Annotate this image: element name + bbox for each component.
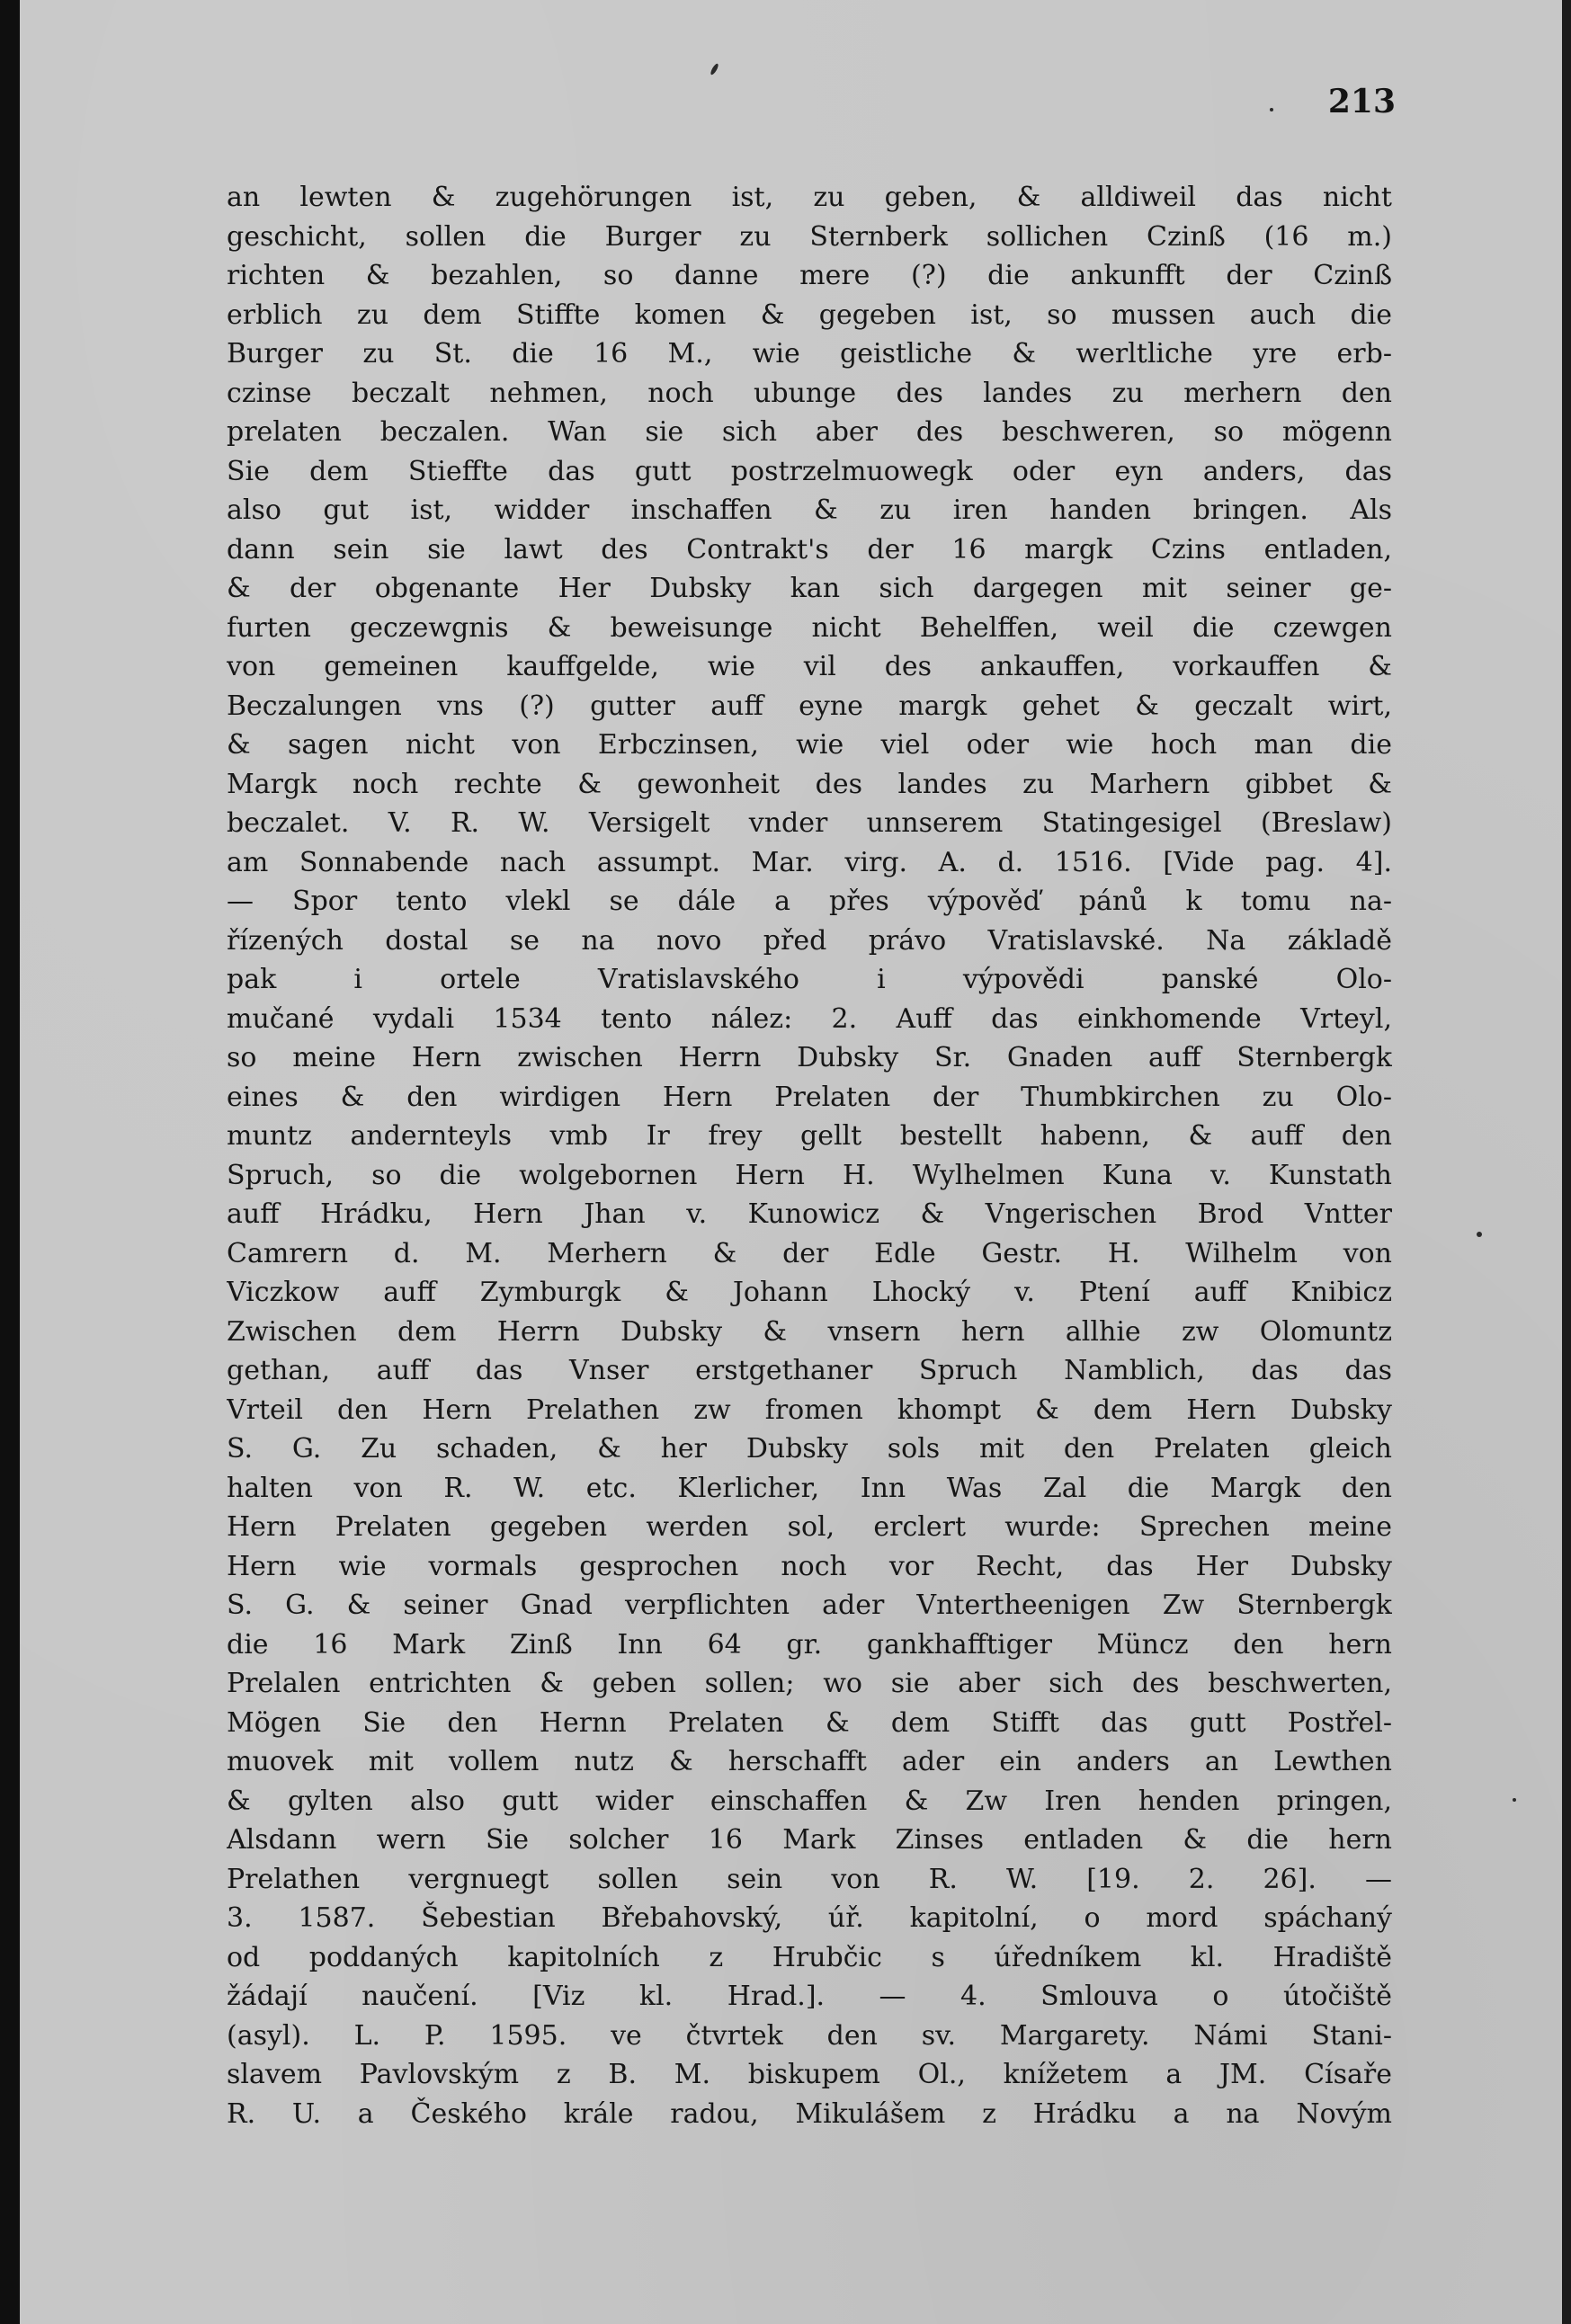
text-line: czinse beczalt nehmen, noch ubunge des landes zu merhern den [227,377,1392,409]
text-line: (asyl). L. P. 1595. ve čtvrtek den sv. Margarety. Námi Stani- [227,2019,1392,2052]
book-page [20,0,1562,2324]
text-line: Zwischen dem Herrn Dubsky & vnsern hern allhie zw Olomuntz [227,1315,1392,1348]
text-line: & der obgenante Her Dubsky kan sich dargegen mit seiner ge- [227,573,1392,604]
text-line: furten geczewgnis & beweisunge nicht Behelffen, weil die czewgen [227,611,1392,644]
text-line: eines & den wirdigen Hern Prelaten der Thumbkirchen zu Olo- [227,1081,1392,1113]
text-line: gethan, auff das Vnser erstgethaner Spruch Namblich, das das [227,1355,1392,1386]
text-line: muovek mit vollem nutz & herschafft ader ein anders an Lewthen [227,1746,1392,1777]
text-line: S. G. Zu schaden, & her Dubsky sols mit den Prelaten gleich [227,1433,1392,1465]
scan-speck [1477,1232,1482,1237]
text-line: řízených dostal se na novo před právo Vratislavské. Na základě [227,924,1392,957]
text-line: Vrteil den Hern Prelathen zw fromen khompt & dem Hern Dubsky [227,1394,1392,1426]
text-line: & sagen nicht von Erbczinsen, wie viel oder wie hoch man die [227,729,1392,761]
text-line: also gut ist, widder inschaffen & zu iren handen bringen. Als [227,494,1392,526]
text-line: halten von R. W. etc. Klerlicher, Inn Was Zal die Margk den [227,1472,1392,1504]
text-line: & gylten also gutt wider einschaffen & Zw Iren henden pringen, [227,1785,1392,1817]
scan-speck [1270,108,1273,111]
text-line: so meine Hern zwischen Herrn Dubsky Sr. Gnaden auff Sternbergk [227,1042,1392,1073]
text-line: Burger zu St. die 16 M., wie geistliche & werltliche yre erb- [227,338,1392,370]
text-line: die 16 Mark Zinß Inn 64 gr. gankhafftiger Müncz den hern [227,1628,1392,1661]
text-line: richten & bezahlen, so danne mere (?) die ankunfft der Czinß [227,260,1392,291]
text-line: am Sonnabende nach assumpt. Mar. virg. A. d. 1516. [Vide pag. 4]. [227,846,1392,878]
text-line: Margk noch rechte & gewonheit des landes zu Marhern gibbet & [227,768,1392,800]
text-line: Hern wie vormals gesprochen noch vor Recht, das Her Dubsky [227,1550,1392,1582]
text-line: Camrern d. M. Merhern & der Edle Gestr. H. Wilhelm von [227,1237,1392,1269]
text-line: Prelalen entrichten & geben sollen; wo sie aber sich des beschwerten, [227,1668,1392,1699]
text-line: Prelathen vergnuegt sollen sein von R. W. [19. 2. 26]. — [227,1863,1392,1895]
text-line: Mögen Sie den Hernn Prelaten & dem Stifft das gutt Postřel- [227,1706,1392,1739]
text-line: geschicht, sollen die Burger zu Sternberk sollichen Czinß (16 m.) [227,220,1392,253]
text-line: Viczkow auff Zymburgk & Johann Lhocký v. Ptení auff Knibicz [227,1277,1392,1308]
text-line: erblich zu dem Stiffte komen & gegeben ist, so mussen auch die [227,298,1392,331]
text-line: Beczalungen vns (?) gutter auff eyne margk gehet & geczalt wirt, [227,690,1392,722]
text-line: Sie dem Stieffte das gutt postrzelmuowegk oder eyn anders, das [227,455,1392,487]
text-line: Hern Prelaten gegeben werden sol, erclert wurde: Sprechen meine [227,1511,1392,1543]
text-line: 3. 1587. Šebestian Břebahovský, úř. kapitolní, o mord spáchaný [227,1902,1392,1934]
body-text [227,178,1392,2133]
text-line: od poddaných kapitolních z Hrubčic s úředníkem kl. Hradiště [227,1941,1392,1973]
text-line: S. G. & seiner Gnad verpflichten ader Vntertheenigen Zw Sternbergk [227,1589,1392,1621]
text-line: pak i ortele Vratislavského i výpovědi panské Olo- [227,964,1392,995]
text-line: auff Hrádku, Hern Jhan v. Kunowicz & Vngerischen Brod Vntter [227,1198,1392,1230]
text-line: von gemeinen kauffgelde, wie vil des ankauffen, vorkauffen & [227,651,1392,682]
scan-edge [0,0,20,2324]
text-line: Spruch, so die wolgebornen Hern H. Wylhelmen Kuna v. Kunstath [227,1159,1392,1191]
text-line: mučané vydali 1534 tento nález: 2. Auff das einkhomende Vrteyl, [227,1002,1392,1035]
text-line: žádají naučení. [Viz kl. Hrad.]. — 4. Smlouva o útočiště [227,1981,1392,2012]
scan-speck [710,63,719,76]
text-line: an lewten & zugehörungen ist, zu geben, & alldiweil das nicht [227,182,1392,213]
text-line: — Spor tento vlekl se dále a přes výpověď pánů k tomu na- [227,886,1392,917]
text-line: dann sein sie lawt des Contrakt's der 16 margk Czins entladen, [227,533,1392,565]
page-number: 213 [1327,83,1396,120]
text-line: muntz andernteyls vmb Ir frey gellt bestellt habenn, & auff den [227,1120,1392,1152]
text-line: prelaten beczalen. Wan sie sich aber des beschweren, so mögenn [227,416,1392,448]
text-line: R. U. a Českého krále radou, Mikulášem z Hrádku a na Novým [227,2097,1392,2130]
text-line: beczalet. V. R. W. Versigelt vnder unnserem Statingesigel (Breslaw) [227,807,1392,839]
text-line: slavem Pavlovským z B. M. biskupem Ol., knížetem a JM. Císaře [227,2059,1392,2090]
scan-speck [1513,1798,1516,1802]
text-line: Alsdann wern Sie solcher 16 Mark Zinses entladen & die hern [227,1824,1392,1856]
